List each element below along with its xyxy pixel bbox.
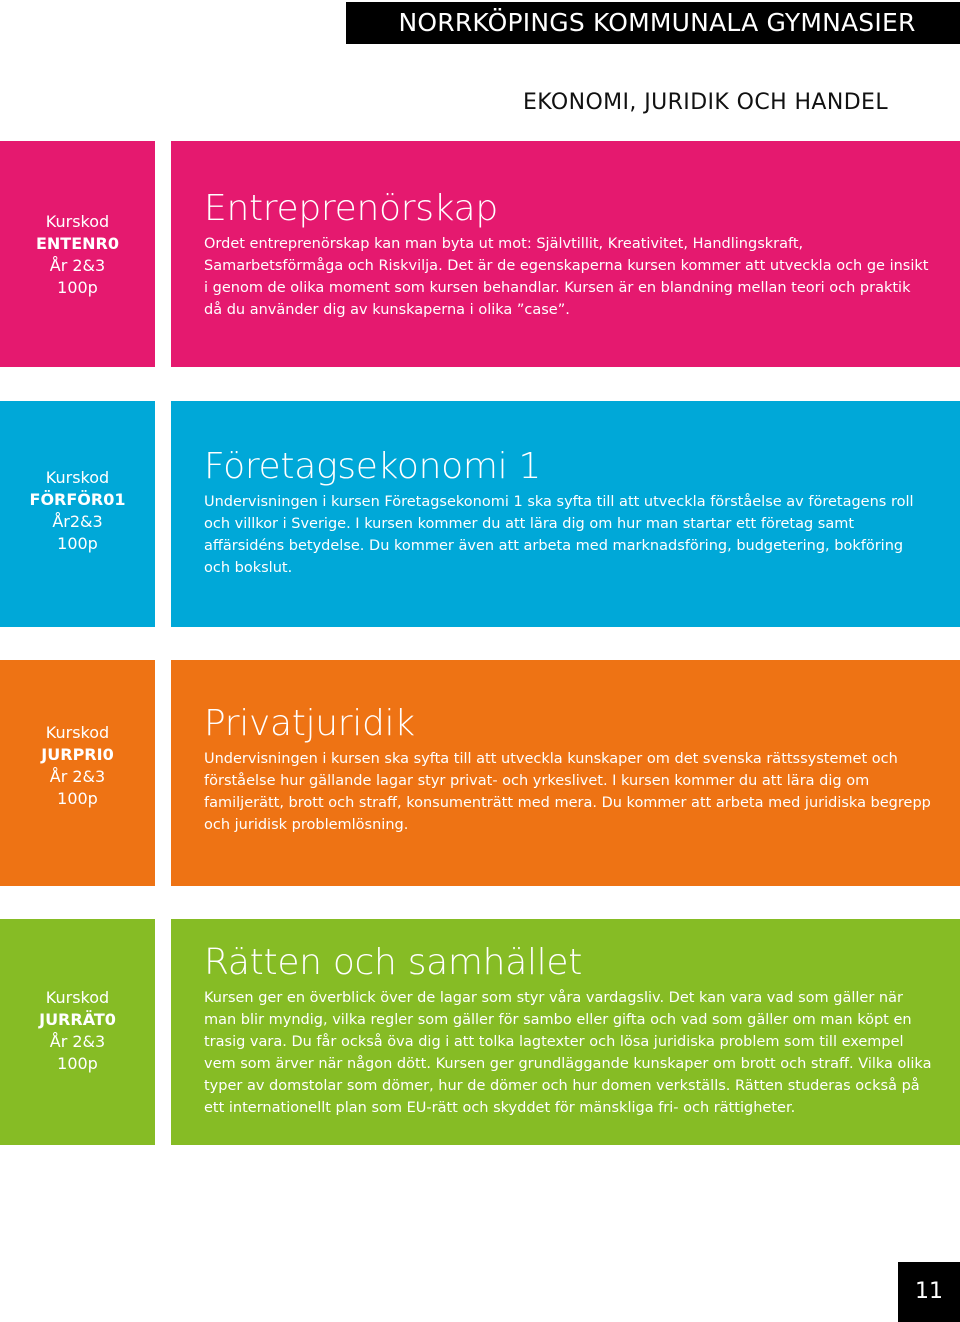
course-description: Kursen ger en överblick över de lagar som styr våra vardagsliv. Det kan vara vad som gäller när man blir myndig, vilka regler som gäller för sambo eller gifta och vad som gäller om man köpt en trasig vara. Du får också öva dig i att tolka lagtexter och lösa juridiska problem som till exempel vem som ärver när någon dött. Kursen ger grundläggande kunskaper om brott och straff. Vilka olika typer av domstolar som dömer, hur de dömer och hur domen verkställs. Rätten studeras också på ett internationellt plan som EU-rätt och skyddet för mänskliga fri- och rättigheter. — [204, 990, 932, 1116]
course-year: År 2&3 — [49, 1032, 106, 1051]
course-title: Entreprenörskap — [204, 188, 498, 229]
course-title: Rätten och samhället — [204, 942, 583, 983]
course-points: 100p — [57, 278, 98, 297]
course-points: 100p — [57, 534, 98, 553]
course-panel-entreprenorskap — [171, 141, 960, 367]
course-code-panel-foretagsekonomi — [0, 401, 155, 627]
school-banner — [346, 2, 960, 44]
course-year: År 2&3 — [49, 767, 106, 786]
course-points: 100p — [57, 789, 98, 808]
kurskod-label: Kurskod — [45, 212, 110, 231]
school-name: NORRKÖPINGS KOMMUNALA GYMNASIER — [398, 8, 916, 37]
course-title: Privatjuridik — [204, 703, 415, 744]
course-panel-privatjuridik — [171, 660, 960, 886]
course-code-panel-privatjuridik — [0, 660, 155, 886]
page-number: 11 — [898, 1262, 960, 1322]
course-code: FÖRFÖR01 — [29, 490, 126, 509]
course-points: 100p — [57, 1054, 98, 1073]
course-title: Företagsekonomi 1 — [204, 446, 542, 487]
course-code-block — [0, 211, 155, 299]
course-code: ENTENR0 — [35, 234, 119, 253]
kurskod-label: Kurskod — [45, 988, 110, 1007]
kurskod-label: Kurskod — [45, 723, 110, 742]
course-description: Undervisningen i kursen ska syfta till att utveckla kunskaper om det svenska rättssystemet och förståelse hur gällande lagar styr privat- och yrkeslivet. I kursen kommer du att lära dig om familjerätt, brott och straff, konsumenträtt med mera. Du kommer att arbeta med juridiska begrepp och juridisk problemlösning. — [204, 751, 931, 833]
course-code-block — [0, 467, 155, 555]
course-code: JURRÄT0 — [39, 1010, 116, 1029]
program-heading: EKONOMI, JURIDIK OCH HANDEL — [522, 90, 888, 115]
course-description: Ordet entreprenörskap kan man byta ut mot: Självtillit, Kreativitet, Handlingskraft, Samarbetsförmåga och Riskvilja. Det är de egenskaperna kursen kommer att utveckla och ge insikt i genom de olika moment som kursen behandlar. Kursen är en blandning mellan teori och praktik då du använder dig av kunskaperna i olika ”case”. — [204, 236, 929, 318]
course-year: År2&3 — [52, 512, 103, 531]
course-code: JURPRI0 — [41, 745, 114, 764]
course-panel-foretagsekonomi — [171, 401, 960, 627]
kurskod-label: Kurskod — [45, 468, 110, 487]
course-year: År 2&3 — [49, 256, 106, 275]
course-code-block — [0, 722, 155, 810]
course-code-panel-ratten-och-samhallet — [0, 919, 155, 1145]
course-code-block — [0, 987, 155, 1075]
course-code-panel-entreprenorskap — [0, 141, 155, 367]
course-panel-ratten-och-samhallet — [171, 919, 960, 1145]
course-description: Undervisningen i kursen Företagsekonomi 1 ska syfta till att utveckla förståelse av företagens roll och villkor i Sverige. I kursen kommer du att lära dig om hur man startar ett företag samt affärsidéns betydelse. Du kommer även att arbeta med marknadsföring, budgetering, bokföring och bokslut. — [204, 494, 914, 576]
